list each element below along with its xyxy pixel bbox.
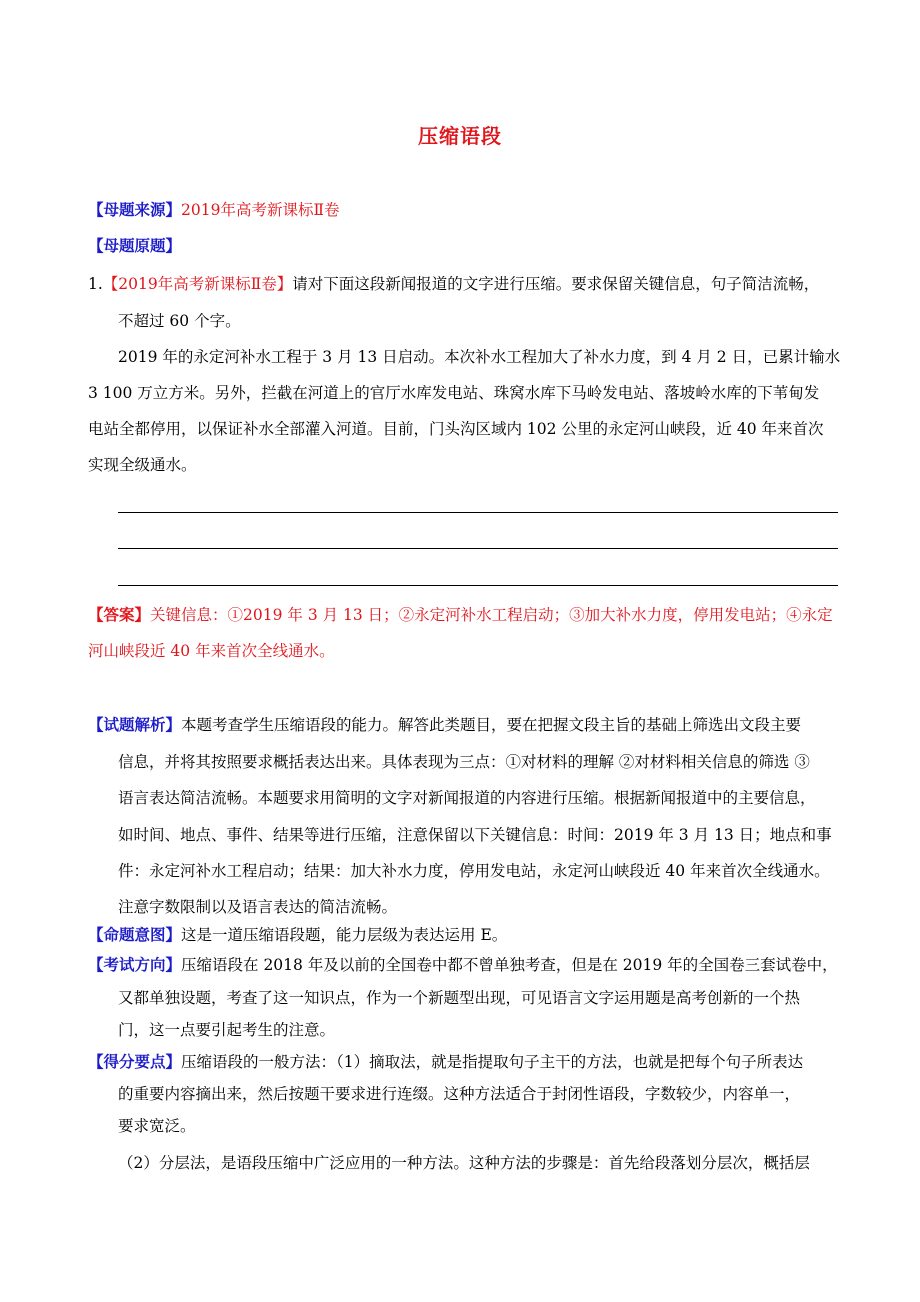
question-line-2 (118, 311, 241, 331)
analysis-label: 【试题解析】 (88, 715, 182, 734)
analysis-text-1: 本题考查学生压缩语段的能力。解答此类题目，要在把握文段主旨的基础上筛选出文段主要 (181, 716, 802, 734)
source-label: 【母题来源】 (88, 200, 182, 219)
direction-text-1: 压缩语段在 2018 年及以前的全国卷中都不曾单独考查，但是在 2019 年的全国卷三套试卷中， (181, 956, 838, 974)
answer-text-1: 关键信息：①2019 年 3 月 13 日；②永定河补水工程启动；③加大补水力度，停用发电站；④永定 (150, 606, 833, 624)
analysis-line-1 (88, 715, 801, 735)
analysis-line-2: 信息，并将其按照要求概括表达出来。具体表现为三点：①对材料的理解 ②对材料相关信息的筛选 ③ (118, 753, 810, 771)
points-line-2: 的重要内容摘出来，然后按题干要求进行连缀。这种方法适合于封闭性语段，字数较少，内容单一， (118, 1085, 801, 1103)
answer-blank-line-3[interactable] (118, 585, 838, 586)
question-prompt-1: 请对下面这段新闻报道的文字进行压缩。要求保留关键信息，句子简洁流畅， (292, 275, 820, 293)
points-line-1 (88, 1052, 803, 1072)
intent-text: 这是一道压缩语段题，能力层级为表达运用 E。 (181, 926, 508, 944)
points-text-1: 压缩语段的一般方法：（1）摘取法，就是指提取句子主干的方法，也就是把每个句子所表达 (181, 1053, 804, 1071)
direction-line-2: 又都单独设题，考查了这一知识点，作为一个新题型出现，可见语言文字运用题是高考创新的一个热 (118, 989, 801, 1007)
answer-label: 【答案】 (88, 605, 151, 624)
direction-label: 【考试方向】 (88, 955, 182, 974)
source-value: 2019年高考新课标Ⅱ卷 (181, 201, 340, 219)
answer-blank-line-1[interactable] (118, 512, 838, 513)
source-line (88, 200, 340, 220)
direction-line-1 (88, 955, 838, 975)
question-prompt-2: 不超过 60 个字。 (118, 312, 241, 330)
question-number: 1. (88, 275, 103, 293)
analysis-line-6: 注意字数限制以及语言表达的简洁流畅。 (118, 898, 398, 916)
original-label-line (88, 236, 181, 256)
analysis-line-3: 语言表达简洁流畅。本题要求用简明的文字对新闻报道的内容进行压缩。根据新闻报道中的主要信息， (118, 789, 816, 807)
intent-label: 【命题意图】 (88, 925, 182, 944)
answer-line-2: 河山峡段近 40 年来首次全线通水。 (88, 642, 335, 660)
question-tag: 【2019年高考新课标Ⅱ卷】 (102, 275, 293, 293)
page-title: 压缩语段 (418, 124, 502, 148)
passage-line-2: 3 100 万立方米。另外，拦截在河道上的官厅水库发电站、珠窝水库下马岭发电站、落坡岭水库的下苇甸发 (88, 384, 820, 402)
passage-line-1: 2019 年的永定河补水工程于 3 月 13 日启动。本次补水工程加大了补水力度，到 4 月 2 日，已累计输水 (118, 348, 841, 366)
points-label: 【得分要点】 (88, 1052, 182, 1071)
passage-line-3: 电站全都停用，以保证补水全部灌入河道。目前，门头沟区域内 102 公里的永定河山峡段，近 40 年来首次 (88, 420, 824, 438)
original-label: 【母题原题】 (88, 236, 182, 255)
intent-line (88, 925, 507, 945)
answer-blank-line-2[interactable] (118, 548, 838, 549)
question-line-1 (88, 274, 819, 294)
analysis-line-4: 如时间、地点、事件、结果等进行压缩，注意保留以下关键信息：时间：2019 年 3 月 13 日；地点和事 (118, 826, 832, 844)
points-next-line: （2）分层法，是语段压缩中广泛应用的一种方法。这种方法的步骤是：首先给段落划分层次，概括层 (118, 1154, 810, 1172)
direction-line-3: 门，这一点要引起考生的注意。 (118, 1021, 336, 1039)
passage-line-4: 实现全级通水。 (88, 456, 197, 474)
answer-line-1 (88, 605, 833, 625)
points-line-3: 要求宽泛。 (118, 1117, 196, 1135)
analysis-line-5: 件：永定河补水工程启动；结果：加大补水力度，停用发电站，永定河山峡段近 40 年来首次全线通水。 (118, 862, 830, 880)
